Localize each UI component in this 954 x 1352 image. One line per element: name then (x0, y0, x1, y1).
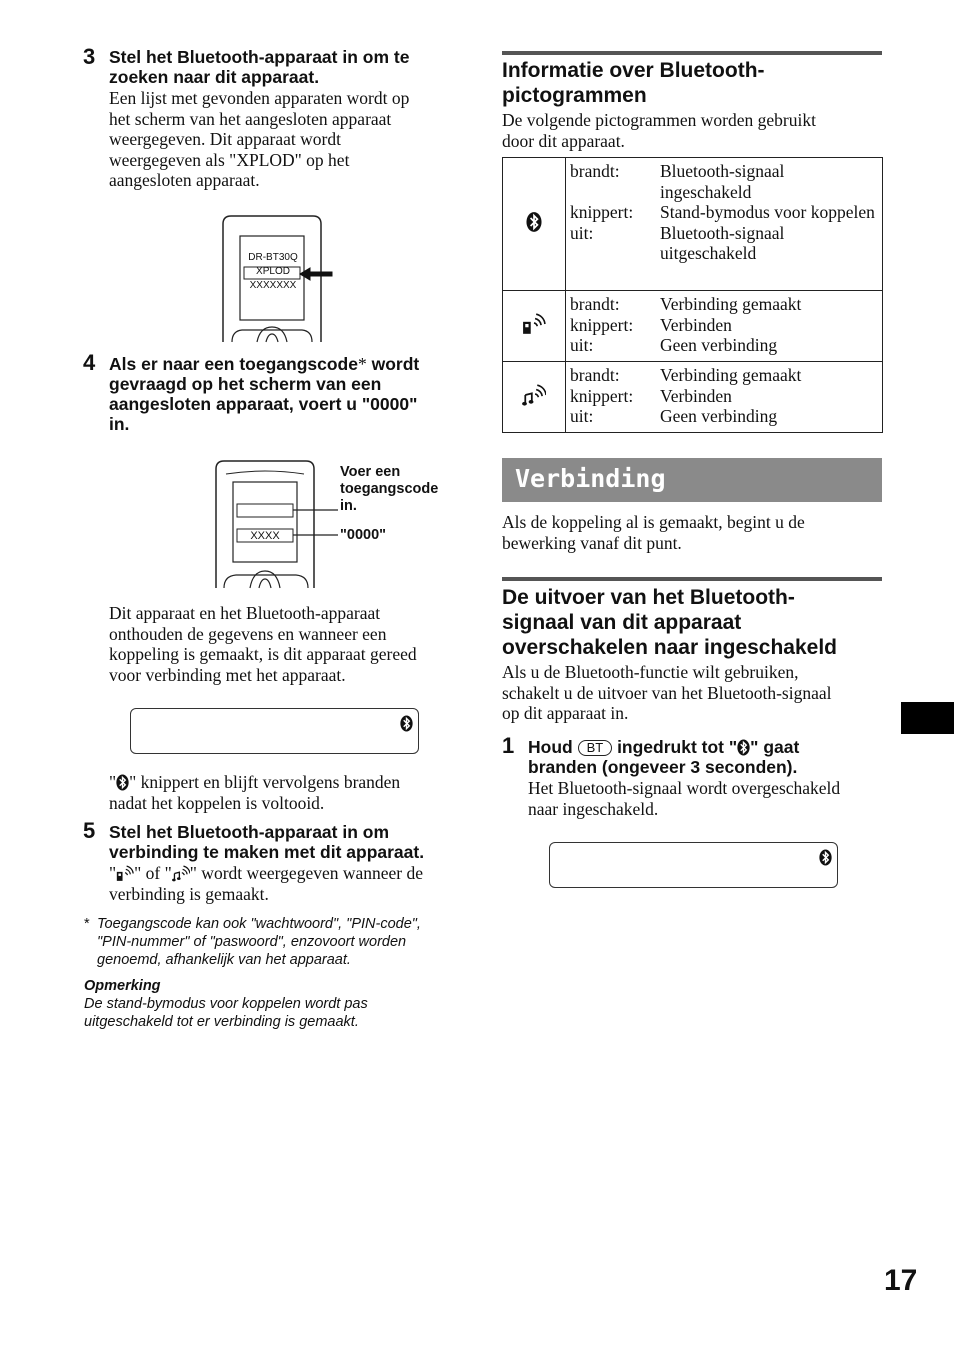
step-3-body-line: aangesloten apparaat. (109, 170, 260, 190)
status-key: knippert: (570, 314, 634, 335)
step-4-title-line (109, 354, 419, 374)
table-desc-cell (566, 158, 883, 291)
output-step-1-body (528, 778, 840, 819)
quote: " (109, 863, 117, 883)
table-icon-cell (503, 291, 566, 362)
verbinding-body-line: bewerking vanaf dit punt. (502, 532, 682, 553)
step-4-body-line: koppeling is gemaakt, is dit apparaat gereed (109, 644, 417, 664)
status-pair (566, 315, 882, 336)
step-text: " gaat (750, 737, 800, 757)
output-step-1-title (528, 737, 799, 777)
section-tab-marker (901, 702, 954, 734)
verbinding-banner-title: Verbinding (515, 464, 666, 493)
status-pair (566, 365, 882, 386)
unit-lcd-display (130, 708, 419, 754)
table-row (503, 158, 883, 291)
step-4-after-line: nadat het koppelen is voltooid. (109, 792, 325, 813)
output-heading-line: overschakelen naar ingeschakeld (502, 636, 838, 659)
step-4-after (109, 772, 400, 813)
step-4-number: 4 (83, 350, 96, 375)
status-key: uit: (570, 222, 594, 243)
output-heading-line: De uitvoer van het Bluetooth- (502, 586, 795, 609)
table-desc-cell (566, 362, 883, 433)
status-key: brandt: (570, 365, 620, 385)
note-line: De stand-bymodus voor koppelen wordt pas (84, 996, 368, 1012)
table-row (503, 291, 883, 362)
bluetooth-icon (737, 739, 750, 756)
output-heading-line: signaal van dit apparaat (502, 611, 742, 634)
step-3-body-line: weergegeven als "XPLOD" op het (109, 149, 350, 170)
step-4-title-line: aangesloten apparaat, voert u "0000" (109, 394, 418, 414)
section-rule (502, 577, 882, 581)
step-4-title-part: wordt (366, 354, 420, 374)
status-pair (566, 386, 882, 407)
step-4-body (109, 603, 417, 685)
status-pair (566, 223, 882, 264)
footnote-line: Toegangscode kan ook "wachtwoord", "PIN-code", (97, 916, 421, 932)
step-3-number: 3 (83, 44, 96, 69)
status-value: Bluetooth-signaal ingeschakeld (660, 161, 785, 202)
table-row (503, 362, 883, 433)
output-step-1-title-line (528, 737, 799, 757)
step-5-body-text: " of " (134, 863, 172, 883)
step-5-title-line: Stel het Bluetooth-apparaat in om (109, 822, 390, 842)
step-5-title (109, 822, 424, 862)
step-5-title-line: verbinding te maken met dit apparaat. (109, 842, 425, 862)
status-value: Geen verbinding (660, 406, 778, 426)
status-value: Bluetooth-signaal uitgeschakeld (660, 222, 785, 263)
info-intro-line: De volgende pictogrammen worden gebruikt (502, 110, 816, 130)
output-intro (502, 662, 832, 724)
info-intro (502, 110, 816, 151)
step-text: Houd (528, 737, 578, 757)
output-step-1-number: 1 (502, 733, 515, 758)
quote: " (109, 772, 117, 792)
status-value: Verbinden (660, 385, 732, 406)
step-4-after-line (109, 772, 400, 793)
step-5-body-line (109, 863, 423, 884)
status-value: Verbinding gemaakt (660, 365, 802, 385)
status-pair (566, 406, 882, 427)
verbinding-banner (502, 458, 882, 502)
verbinding-body-line: Als de koppeling al is gemaakt, begint u de (502, 512, 805, 532)
step-4-body-line: voor verbinding met het apparaat. (109, 664, 346, 685)
note-title: Opmerking (84, 978, 161, 994)
info-intro-line: door dit apparaat. (502, 130, 625, 151)
note (84, 977, 368, 1031)
step-3-body (109, 88, 409, 191)
device-list-item: XXXXXXX (249, 280, 297, 291)
bluetooth-icon (400, 715, 413, 732)
status-key: uit: (570, 406, 594, 426)
step-5-body (109, 863, 423, 904)
info-heading-line: Informatie over Bluetooth- (502, 59, 765, 82)
output-step-1-body-line: naar ingeschakeld. (528, 798, 659, 819)
footnote-marker: * (357, 354, 367, 374)
step-3-title-line: Stel het Bluetooth-apparaat in om te (109, 47, 410, 67)
callout-line: in. (340, 498, 357, 514)
bluetooth-icon-table (502, 157, 883, 433)
status-value: Stand-bymodus voor koppelen (660, 202, 875, 222)
status-key: uit: (570, 335, 594, 355)
step-3-title (109, 47, 409, 87)
step-3-body-line: het scherm van het aangesloten apparaat (109, 108, 392, 129)
table-icon-cell (503, 362, 566, 433)
output-intro-line: schakelt u de uitvoer van het Bluetooth-signaal (502, 682, 832, 703)
phone-passcode-illustration (214, 458, 344, 590)
bluetooth-icon (526, 211, 542, 233)
table-desc-cell (566, 291, 883, 362)
step-5-body-line: verbinding is gemaakt. (109, 883, 269, 904)
status-key: brandt: (570, 161, 620, 181)
footnote-line: genoemd, afhankelijk van het apparaat. (97, 952, 351, 968)
step-3-title-line: zoeken naar dit apparaat. (109, 67, 320, 87)
step-4-title-line: gevraagd op het scherm van een (109, 374, 382, 394)
step-4-title-part: Als er naar een toegangscode (109, 354, 358, 374)
bluetooth-icon (116, 774, 129, 791)
passcode-code-callout: "0000" (340, 527, 387, 543)
music-signal-icon (522, 384, 546, 406)
step-4-title-line: in. (109, 414, 130, 434)
bluetooth-icon (819, 849, 832, 866)
status-key: knippert: (570, 202, 634, 222)
output-step-1-title-line: branden (ongeveer 3 seconden). (528, 757, 798, 777)
footnote-line: "PIN-nummer" of "paswoord", enzovoort worden (97, 934, 407, 950)
status-key: knippert: (570, 385, 634, 406)
table-icon-cell (503, 158, 566, 291)
device-list-item-selected: XPLOD (256, 266, 290, 277)
section-rule (502, 51, 882, 55)
callout-line: Voer een (340, 464, 401, 480)
page-number: 17 (884, 1264, 918, 1297)
status-value: Verbinden (660, 314, 732, 335)
output-intro-line: Als u de Bluetooth-functie wilt gebruiken, (502, 662, 799, 682)
passcode-field: XXXX (250, 530, 280, 542)
status-pair (566, 335, 882, 356)
status-key: brandt: (570, 294, 620, 314)
step-4-body-line: Dit apparaat en het Bluetooth-apparaat (109, 603, 381, 623)
music-signal-icon (172, 865, 190, 882)
step-5-body-text: " wordt weergegeven wanneer de (189, 863, 424, 883)
status-pair (566, 294, 882, 315)
status-pair (566, 161, 882, 202)
device-list-item: DR-BT30Q (248, 252, 298, 263)
info-heading (502, 58, 765, 108)
passcode-callout (340, 464, 438, 515)
info-heading-line: pictogrammen (502, 84, 647, 107)
step-5-number: 5 (83, 818, 96, 843)
output-heading (502, 585, 837, 660)
step-4-title (109, 354, 419, 434)
phone-signal-icon (522, 313, 546, 335)
step-4-after-text: " knippert en blijft vervolgens branden (129, 772, 401, 792)
status-value: Geen verbinding (660, 335, 778, 355)
phone-device-list (243, 251, 303, 293)
verbinding-body (502, 512, 805, 553)
step-4-body-line: onthouden de gegevens en wanneer een (109, 623, 387, 644)
footnote (97, 915, 421, 969)
callout-line: toegangscode (340, 481, 439, 497)
step-3-body-line: weergegeven. Dit apparaat wordt (109, 129, 341, 149)
output-step-1-body-line: Het Bluetooth-signaal wordt overgeschakeld (528, 778, 841, 798)
bt-button-key: BT (578, 740, 613, 756)
status-pair (566, 202, 882, 223)
phone-signal-icon (116, 865, 134, 882)
footnote-marker: * (84, 916, 90, 932)
unit-lcd-display (549, 842, 838, 888)
step-text: ingedrukt tot " (612, 737, 738, 757)
status-value: Verbinding gemaakt (660, 294, 802, 314)
output-intro-line: op dit apparaat in. (502, 703, 629, 723)
note-line: uitgeschakeld tot er verbinding is gemaakt. (84, 1014, 359, 1030)
step-3-body-line: Een lijst met gevonden apparaten wordt op (109, 88, 410, 108)
